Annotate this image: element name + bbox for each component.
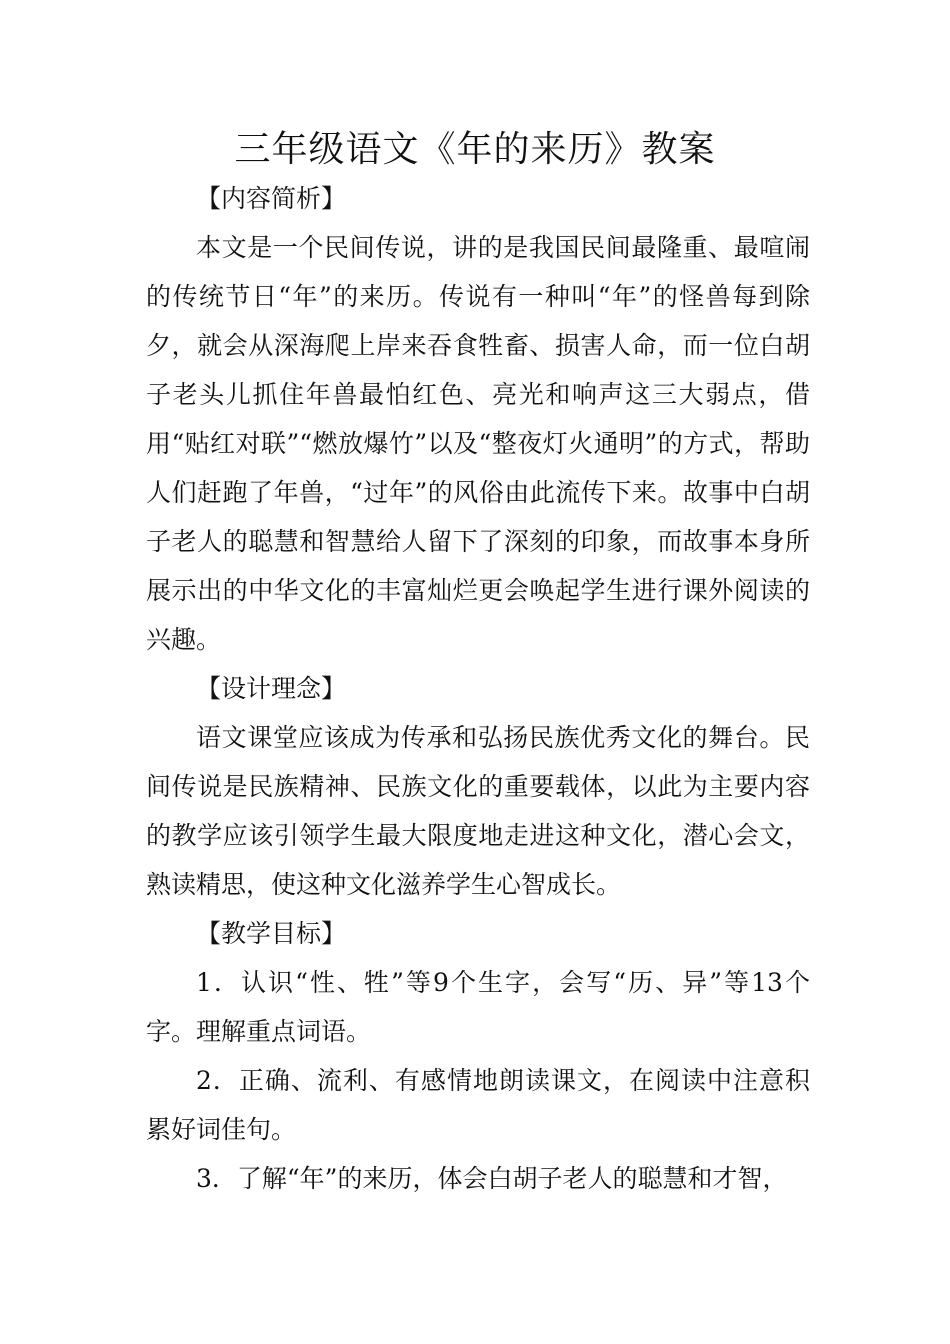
document-body (146, 174, 810, 1203)
goal-item-2: 2．正确、流利、有感情地朗读课文，在阅读中注意积累好词佳句。 (146, 1066, 810, 1144)
goal-item-1: 1．认识“性、牲”等9个生字，会写“历、异”等13个字。理解重点词语。 (146, 968, 810, 1046)
section-heading-content-analysis: 【内容简析】 (196, 184, 347, 213)
document-title: 三年级语文《年的来历》教案 (234, 129, 716, 170)
section-heading-design-concept: 【设计理念】 (196, 674, 347, 703)
paragraph-design-concept: 语文课堂应该成为传承和弘扬民族优秀文化的舞台。民间传说是民族精神、民族文化的重要载体，以此为主要内容的教学应该引领学生最大限度地走进这种文化，潜心会文，熟读精思，使这种文化滋养学生心智成长。 (146, 723, 810, 899)
goal-item-3: 3．了解“年”的来历，体会白胡子老人的聪慧和才智， (196, 1164, 788, 1193)
paragraph-content-analysis: 本文是一个民间传说，讲的是我国民间最隆重、最喧闹的传统节日“年”的来历。传说有一种叫“年”的怪兽每到除夕，就会从深海爬上岸来吞食牲畜、损害人命，而一位白胡子老头儿抓住年兽最怕红色、亮光和响声这三大弱点，借用“贴红对联”“燃放爆竹”以及“整夜灯火通明”的方式，帮助人们赶跑了年兽，“过年”的风俗由此流传下来。故事中白胡子老人的聪慧和智慧给人留下了深刻的印象，而故事本身所展示出的中华文化的丰富灿烂更会唤起学生进行课外阅读的兴趣。 (146, 233, 810, 654)
section-heading-teaching-goals: 【教学目标】 (196, 919, 347, 948)
